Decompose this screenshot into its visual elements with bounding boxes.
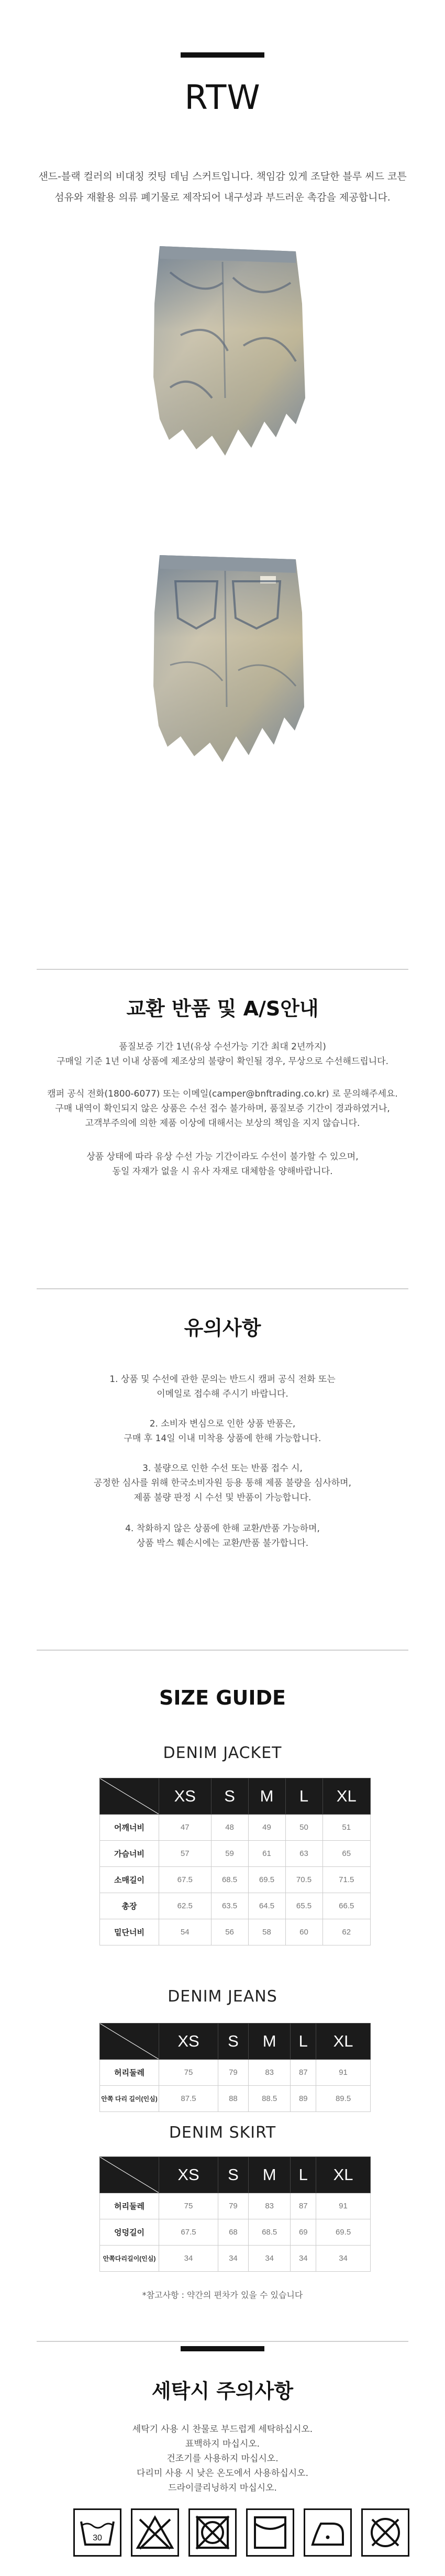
measurement-value: 62 xyxy=(322,1919,371,1945)
measurement-value: 68.5 xyxy=(248,2219,291,2246)
size-header-row xyxy=(100,2157,371,2193)
table-row xyxy=(100,2219,371,2246)
measurement-value: 61 xyxy=(248,1841,285,1867)
measurement-value: 88 xyxy=(218,2086,249,2112)
text-line: 제품 불량 판정 시 수선 및 반품이 가능합니다. xyxy=(134,1492,312,1503)
table-corner-cell xyxy=(100,2024,159,2060)
measurement-value: 89.5 xyxy=(316,2086,371,2112)
text-line: 상품 상태에 따라 유상 수선 가능 기간이라도 수선이 불가할 수 있으며, xyxy=(86,1152,359,1162)
size-header-row xyxy=(100,1778,371,1815)
exchange-title: 교환 반품 및 A/S안내 xyxy=(126,997,319,1020)
no-bleach-icon xyxy=(131,2508,179,2557)
header-accent-bar xyxy=(181,52,264,58)
measurement-value: 68 xyxy=(218,2219,249,2246)
table-row xyxy=(100,1893,371,1919)
table-row xyxy=(100,1815,371,1841)
notice-paragraph xyxy=(0,1461,445,1505)
product-description xyxy=(0,166,445,208)
brand-title: RTW xyxy=(184,79,261,117)
measurement-value: 48 xyxy=(211,1815,248,1841)
measurement-label: 소매길이 xyxy=(100,1867,159,1893)
text-line: 1. 상품 및 수선에 관한 문의는 반드시 캠퍼 공식 전화 또는 xyxy=(109,1374,336,1385)
table-row xyxy=(100,2060,371,2086)
measurement-value: 67.5 xyxy=(159,1867,212,1893)
text-line: 상품 박스 훼손시에는 교환/반품 불가합니다. xyxy=(136,1538,309,1549)
measurement-value: 65 xyxy=(322,1841,371,1867)
size-column-header: M xyxy=(248,1778,285,1815)
size-column-header: XS xyxy=(159,2157,218,2193)
exchange-paragraph xyxy=(0,1040,445,1069)
measurement-label: 안쪽 다리 길이(인심) xyxy=(100,2086,159,2112)
notice-title: 유의사항 xyxy=(184,1317,261,1340)
text-line: 2. 소비자 변심으로 인한 상품 반품은, xyxy=(149,1419,296,1429)
measurement-label: 허리둘레 xyxy=(100,2193,159,2219)
care-title: 세탁시 주의사항 xyxy=(151,2380,294,2403)
measurement-value: 83 xyxy=(248,2193,291,2219)
table-row xyxy=(100,1841,371,1867)
dry-flat-icon xyxy=(246,2508,294,2557)
measurement-value: 68.5 xyxy=(211,1867,248,1893)
care-accent-bar xyxy=(181,2346,264,2351)
measurement-value: 54 xyxy=(159,1919,212,1945)
measurement-value: 63 xyxy=(285,1841,322,1867)
measurement-value: 58 xyxy=(248,1919,285,1945)
measurement-value: 83 xyxy=(248,2060,291,2086)
size-note: *참고사항 : 약간의 편차가 있을 수 있습니다 xyxy=(142,2290,303,2300)
care-instructions xyxy=(0,2422,445,2495)
size-guide-title: SIZE GUIDE xyxy=(159,1686,286,1709)
size-table-skirt xyxy=(99,2157,371,2272)
measurement-value: 67.5 xyxy=(159,2219,218,2246)
measurement-value: 69 xyxy=(291,2219,316,2246)
no-tumble-dry-icon xyxy=(188,2508,237,2557)
measurement-value: 89 xyxy=(291,2086,316,2112)
size-column-header: L xyxy=(285,1778,322,1815)
measurement-value: 56 xyxy=(211,1919,248,1945)
measurement-value: 34 xyxy=(218,2246,249,2272)
text-line: 고객부주의에 의한 제품 이상에 대해서는 보상의 책임을 지지 않습니다. xyxy=(85,1118,360,1129)
table-row xyxy=(100,2193,371,2219)
measurement-value: 69.5 xyxy=(248,1867,285,1893)
size-column-header: L xyxy=(291,2024,316,2060)
size-table-title: DENIM JACKET xyxy=(163,1744,282,1762)
measurement-label: 허리둘레 xyxy=(100,2060,159,2086)
section-divider xyxy=(37,1650,408,1651)
measurement-value: 63.5 xyxy=(211,1893,248,1919)
measurement-value: 60 xyxy=(285,1919,322,1945)
description-line: 샌드-블랙 컬러의 비대칭 컷팅 데님 스커트입니다. 책임감 있게 조달한 블루 씨드 코튼 xyxy=(38,171,407,182)
measurement-value: 62.5 xyxy=(159,1893,212,1919)
measurement-label: 가슴너비 xyxy=(100,1841,159,1867)
table-row xyxy=(100,2246,371,2272)
size-column-header: S xyxy=(218,2024,249,2060)
size-table-title: DENIM SKIRT xyxy=(169,2124,276,2142)
text-line: 동일 자재가 없을 시 유사 자재로 대체함을 양해바랍니다. xyxy=(112,1166,333,1177)
size-column-header: XL xyxy=(316,2157,371,2193)
measurement-value: 50 xyxy=(285,1815,322,1841)
table-corner-cell xyxy=(100,1778,159,1815)
measurement-value: 87 xyxy=(291,2193,316,2219)
measurement-value: 87.5 xyxy=(159,2086,218,2112)
text-line: 구매일 기준 1년 이내 상품에 제조상의 불량이 확인될 경우, 무상으로 수선해드립니다. xyxy=(56,1056,388,1067)
text-line: 구매 내역이 확인되지 않은 상품은 수선 접수 불가하며, 품질보증 기간이 경과하였거나, xyxy=(55,1103,390,1114)
measurement-label: 밑단너비 xyxy=(100,1919,159,1945)
measurement-value: 69.5 xyxy=(316,2219,371,2246)
size-column-header: S xyxy=(218,2157,249,2193)
measurement-value: 88.5 xyxy=(248,2086,291,2112)
measurement-value: 70.5 xyxy=(285,1867,322,1893)
measurement-value: 87 xyxy=(291,2060,316,2086)
measurement-value: 65.5 xyxy=(285,1893,322,1919)
product-image-front xyxy=(139,241,312,466)
wash-temp-label: 30 xyxy=(93,2534,102,2542)
text-line: 건조기를 사용하지 마십시오. xyxy=(166,2453,279,2464)
measurement-value: 75 xyxy=(159,2193,218,2219)
size-column-header: M xyxy=(248,2157,291,2193)
table-row xyxy=(100,1919,371,1945)
size-table-jacket xyxy=(99,1778,371,1945)
measurement-value: 59 xyxy=(211,1841,248,1867)
section-divider xyxy=(37,969,408,970)
measurement-value: 66.5 xyxy=(322,1893,371,1919)
section-divider xyxy=(37,2341,408,2342)
measurement-value: 34 xyxy=(159,2246,218,2272)
text-line: 표백하지 마십시오. xyxy=(185,2439,260,2449)
measurement-value: 34 xyxy=(248,2246,291,2272)
size-column-header: XS xyxy=(159,1778,212,1815)
measurement-value: 49 xyxy=(248,1815,285,1841)
measurement-value: 51 xyxy=(322,1815,371,1841)
measurement-label: 총장 xyxy=(100,1893,159,1919)
text-line: 3. 불량으로 인한 수선 또는 반품 접수 시, xyxy=(142,1463,303,1474)
measurement-label: 엉덩길이 xyxy=(100,2219,159,2246)
size-header-row xyxy=(100,2024,371,2060)
measurement-value: 91 xyxy=(316,2193,371,2219)
text-line: 품질보증 기간 1년(유상 수선가능 기간 최대 2년까지) xyxy=(119,1042,326,1052)
text-line: 세탁기 사용 시 찬물로 부드럽게 세탁하십시오. xyxy=(132,2424,313,2435)
size-column-header: L xyxy=(291,2157,316,2193)
text-line: 4. 착화하지 않은 상품에 한해 교환/반품 가능하며, xyxy=(125,1523,320,1534)
measurement-value: 34 xyxy=(291,2246,316,2272)
size-column-header: M xyxy=(248,2024,291,2060)
measurement-label: 어깨너비 xyxy=(100,1815,159,1841)
no-dry-clean-icon xyxy=(361,2508,409,2557)
text-line: 드라이클리닝하지 마십시오. xyxy=(168,2483,277,2493)
notice-paragraph xyxy=(0,1521,445,1551)
measurement-value: 91 xyxy=(316,2060,371,2086)
size-column-header: XL xyxy=(322,1778,371,1815)
measurement-value: 47 xyxy=(159,1815,212,1841)
size-table-title: DENIM JEANS xyxy=(168,1987,277,2006)
description-line: 섬유와 재활용 의류 폐기물로 제작되어 내구성과 부드러운 촉감을 제공합니다. xyxy=(54,192,391,203)
text-line: 다리미 사용 시 낮은 온도에서 사용하십시오. xyxy=(136,2468,309,2479)
exchange-paragraph xyxy=(0,1087,445,1131)
text-line: 공정한 심사를 위해 한국소비자원 등용 통해 제품 불량을 심사하며, xyxy=(93,1478,352,1488)
notice-paragraph xyxy=(0,1372,445,1401)
text-line: 캠퍼 공식 전화(1800-6077) 또는 이메일(camper@bnftrading.co.kr) 로 문의해주세요. xyxy=(47,1089,398,1099)
measurement-label: 안쪽다리길이(인심) xyxy=(100,2246,159,2272)
wash-30-icon xyxy=(73,2508,121,2557)
size-column-header: XS xyxy=(159,2024,218,2060)
measurement-value: 79 xyxy=(218,2060,249,2086)
notice-paragraph xyxy=(0,1417,445,1446)
product-image-back xyxy=(139,550,312,775)
table-row xyxy=(100,1867,371,1893)
size-column-header: XL xyxy=(316,2024,371,2060)
iron-low-icon xyxy=(304,2508,352,2557)
size-column-header: S xyxy=(211,1778,248,1815)
size-table-jeans xyxy=(99,2023,371,2112)
table-corner-cell xyxy=(100,2157,159,2193)
text-line: 이메일로 접수해 주시기 바랍니다. xyxy=(157,1389,288,1399)
measurement-value: 71.5 xyxy=(322,1867,371,1893)
text-line: 구매 후 14일 이내 미착용 상품에 한해 가능합니다. xyxy=(124,1433,321,1444)
measurement-value: 34 xyxy=(316,2246,371,2272)
measurement-value: 75 xyxy=(159,2060,218,2086)
measurement-value: 79 xyxy=(218,2193,249,2219)
measurement-value: 57 xyxy=(159,1841,212,1867)
section-divider xyxy=(37,1288,408,1289)
measurement-value: 64.5 xyxy=(248,1893,285,1919)
exchange-paragraph xyxy=(0,1149,445,1179)
table-row xyxy=(100,2086,371,2112)
